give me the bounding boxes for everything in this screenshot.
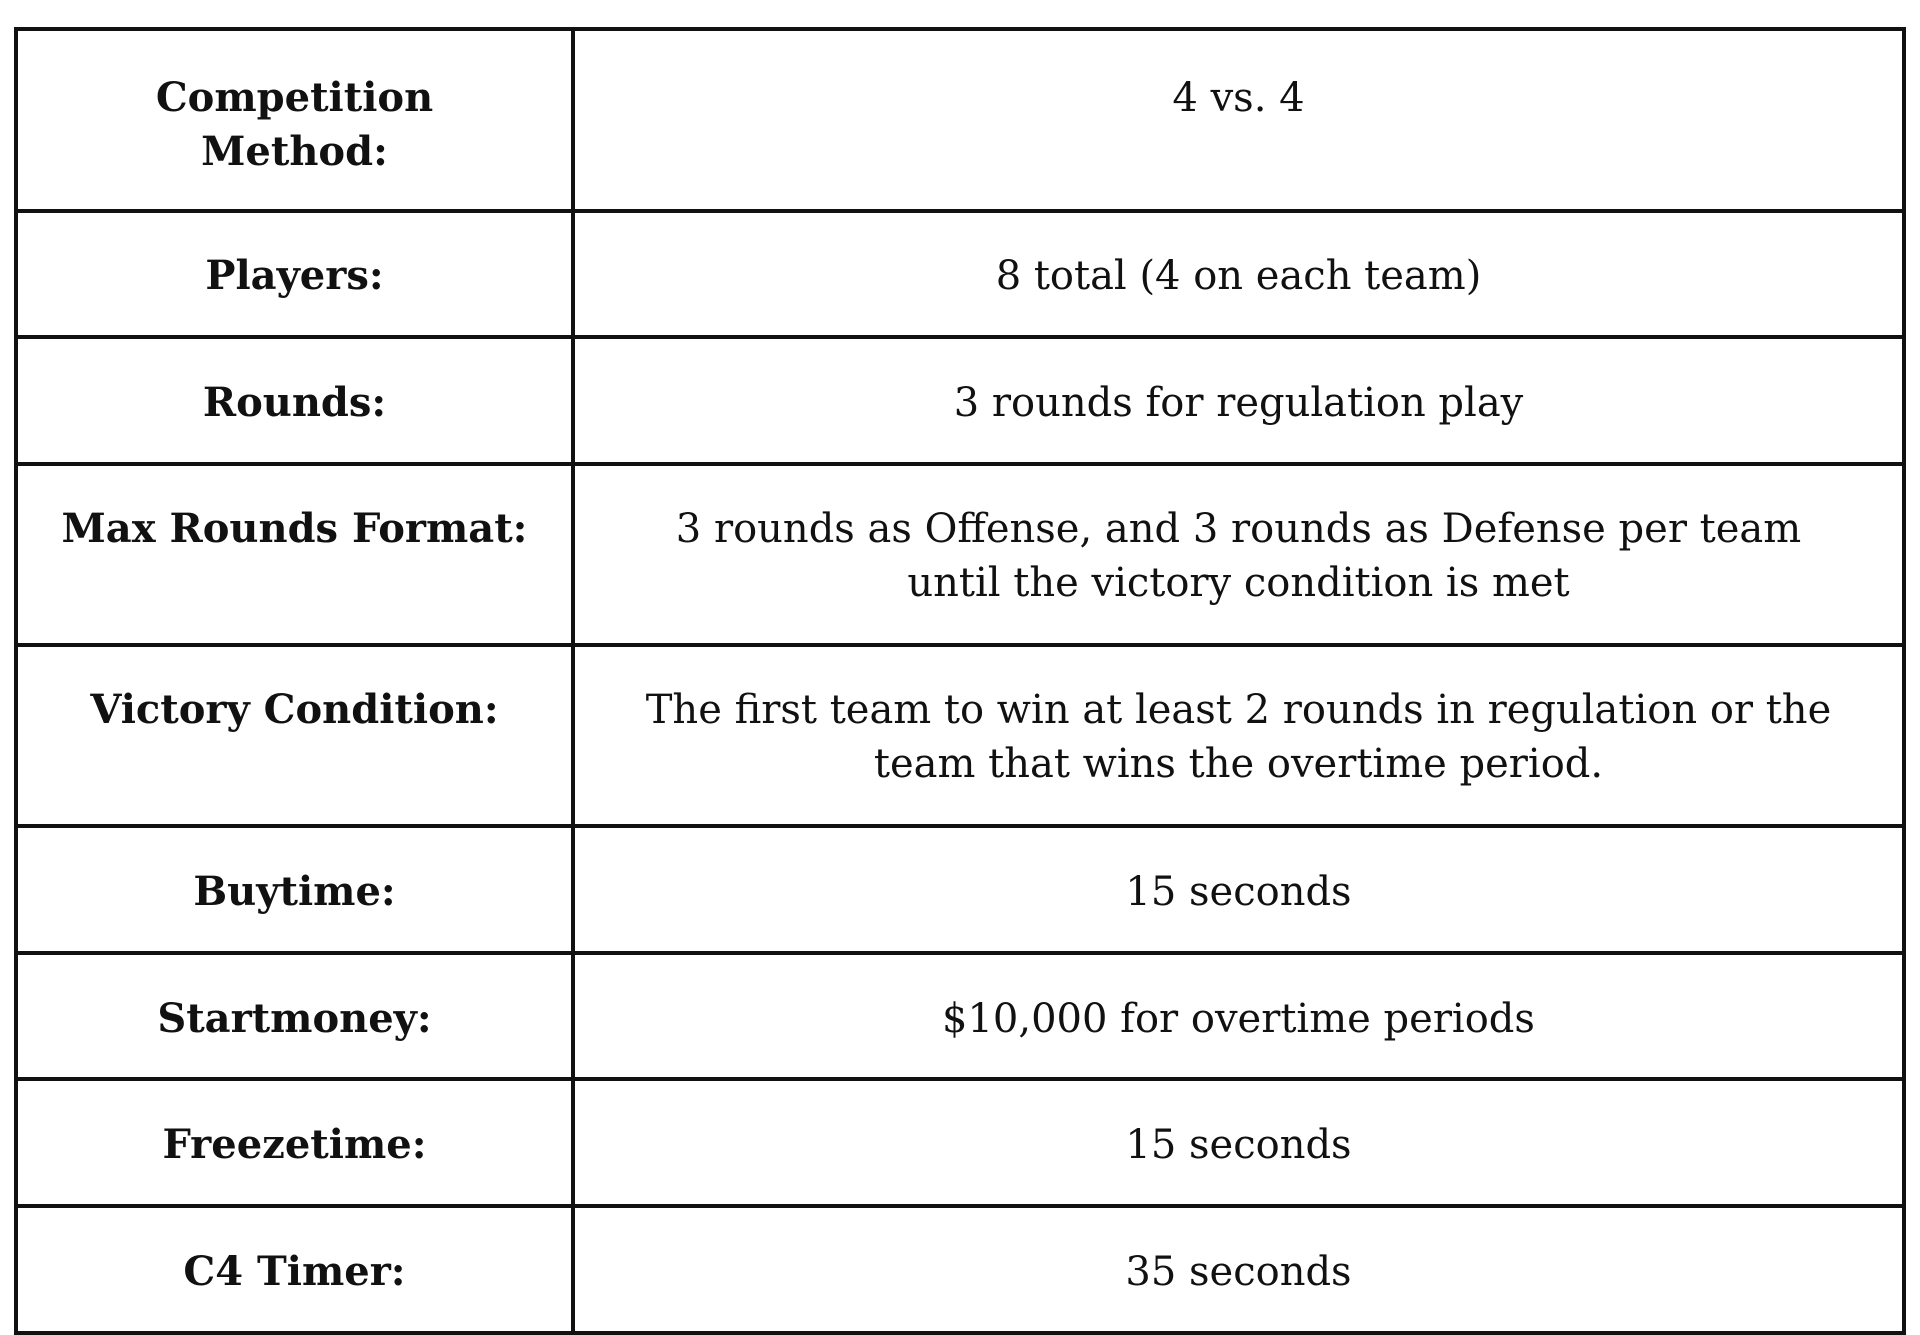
table-row <box>16 953 1904 1079</box>
players-label: Players: <box>205 252 384 299</box>
c4-timer-value-cell <box>573 1206 1904 1333</box>
startmoney-value: $10,000 for overtime periods <box>942 996 1535 1042</box>
victory-condition-value-cell <box>573 645 1904 826</box>
competition-method-value-cell <box>573 29 1904 211</box>
rounds-value-cell <box>573 337 1904 464</box>
rounds-value: 3 rounds for regulation play <box>953 380 1524 426</box>
table-row <box>16 29 1904 211</box>
buytime-label-cell <box>16 826 573 953</box>
competition-method-label-cell <box>16 29 573 211</box>
competition-method-label: Competition Method: <box>155 74 434 175</box>
rounds-label: Rounds: <box>202 379 387 426</box>
buytime-value-cell <box>573 826 1904 953</box>
freezetime-value: 15 seconds <box>1125 1122 1352 1168</box>
max-rounds-format-label: Max Rounds Format: <box>61 505 528 552</box>
c4-timer-label-cell <box>16 1206 573 1333</box>
table-row <box>16 1079 1904 1206</box>
table-row <box>16 464 1904 645</box>
victory-condition-label-cell <box>16 645 573 826</box>
max-rounds-format-value-cell <box>573 464 1904 645</box>
players-value-cell <box>573 211 1904 337</box>
startmoney-value-cell <box>573 953 1904 1079</box>
c4-timer-value: 35 seconds <box>1125 1249 1352 1295</box>
table-row <box>16 826 1904 953</box>
c4-timer-label: C4 Timer: <box>183 1248 406 1295</box>
table-row <box>16 645 1904 826</box>
max-rounds-format-value: 3 rounds as Offense, and 3 rounds as Defense per team until the victory condition is met <box>675 506 1802 606</box>
table-row <box>16 337 1904 464</box>
players-label-cell <box>16 211 573 337</box>
competition-method-value: 4 vs. 4 <box>1172 75 1305 121</box>
freezetime-label: Freezetime: <box>162 1121 427 1168</box>
buytime-label: Buytime: <box>193 868 396 915</box>
victory-condition-label: Victory Condition: <box>90 686 499 733</box>
rules-table <box>14 27 1906 1335</box>
rounds-label-cell <box>16 337 573 464</box>
players-value: 8 total (4 on each team) <box>995 253 1482 299</box>
table-row <box>16 1206 1904 1333</box>
table-row <box>16 211 1904 337</box>
freezetime-label-cell <box>16 1079 573 1206</box>
buytime-value: 15 seconds <box>1125 869 1352 915</box>
startmoney-label-cell <box>16 953 573 1079</box>
startmoney-label: Startmoney: <box>157 995 432 1042</box>
victory-condition-value: The first team to win at least 2 rounds in regulation or the team that wins the overtime period. <box>645 687 1832 787</box>
freezetime-value-cell <box>573 1079 1904 1206</box>
max-rounds-format-label-cell <box>16 464 573 645</box>
